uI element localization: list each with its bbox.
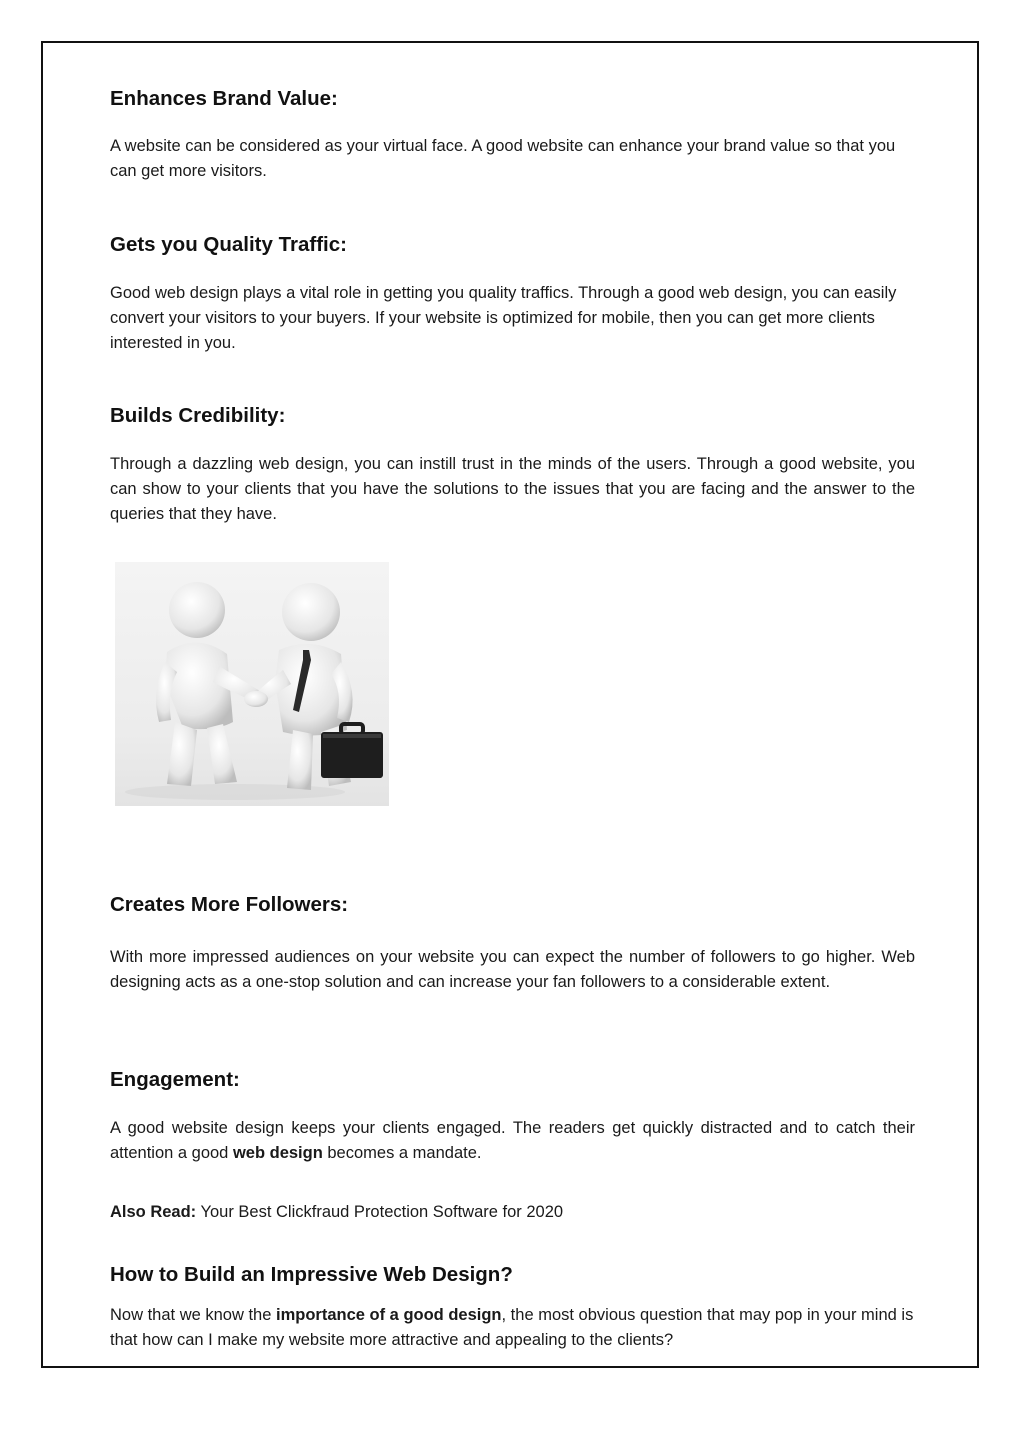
how-to-build-text-start: Now that we know the — [110, 1306, 276, 1324]
section-how-to-build — [110, 1262, 915, 1288]
also-read-paragraph — [110, 1200, 915, 1225]
engagement-text-bold: web design — [232, 1144, 323, 1162]
section-credibility-body — [110, 452, 915, 527]
paragraph-brand-value: A website can be considered as your virtual face. A good website can enhance your brand value so that you can get more visitors. — [110, 137, 896, 180]
section-quality-traffic — [110, 232, 915, 258]
section-followers-body — [110, 945, 915, 995]
section-brand-value — [110, 86, 915, 112]
paragraph-followers: With more impressed audiences on your website you can expect the number of followers to go higher. Web designing acts as a one-stop solution and can increase your fan followers to a considerable extent. — [110, 948, 915, 991]
heading-how-to-build: How to Build an Impressive Web Design? — [110, 1263, 513, 1286]
section-engagement-body — [110, 1116, 915, 1166]
section-how-to-build-body — [110, 1303, 915, 1353]
how-to-build-text-bold: importance of a good design — [276, 1306, 502, 1324]
heading-quality-traffic: Gets you Quality Traffic: — [110, 233, 347, 256]
paragraph-how-to-build — [110, 1303, 915, 1353]
heading-engagement: Engagement: — [110, 1068, 240, 1091]
section-credibility — [110, 403, 915, 429]
section-brand-value-body — [110, 134, 915, 184]
heading-credibility: Builds Credibility: — [110, 404, 286, 427]
section-engagement — [110, 1067, 915, 1093]
also-read-label: Also Read: — [110, 1203, 197, 1221]
how-to-build-text-end: , the most obvious question that may pop in your mind is that how can I make my website more attractive and appealing to the clients? — [110, 1306, 914, 1349]
heading-followers: Creates More Followers: — [110, 893, 349, 916]
also-read-line — [110, 1200, 915, 1225]
engagement-text-start: A good website design keeps your clients engaged. The readers get quickly distracted and to catch their attention a good — [110, 1119, 915, 1162]
section-quality-traffic-body — [110, 281, 915, 356]
paragraph-quality-traffic: Good web design plays a vital role in getting you quality traffics. Through a good web design, you can easily convert your visitors to your buyers. If your website is optimized for mobile, then you can get more clients interested in you. — [110, 284, 897, 352]
handshake-image — [115, 562, 389, 806]
heading-brand-value: Enhances Brand Value: — [110, 87, 338, 110]
also-read-link-text[interactable]: Your Best Clickfraud Protection Software for 2020 — [196, 1203, 564, 1221]
handshake-figures-icon — [115, 562, 389, 806]
section-followers — [110, 892, 915, 918]
paragraph-engagement — [110, 1116, 915, 1166]
engagement-text-end: becomes a mandate. — [322, 1144, 482, 1162]
paragraph-credibility: Through a dazzling web design, you can instill trust in the minds of the users. Through a good website, you can show to your clients that you have the solutions to the issues that you are facing and the answer to the queries that they have. — [110, 455, 915, 523]
